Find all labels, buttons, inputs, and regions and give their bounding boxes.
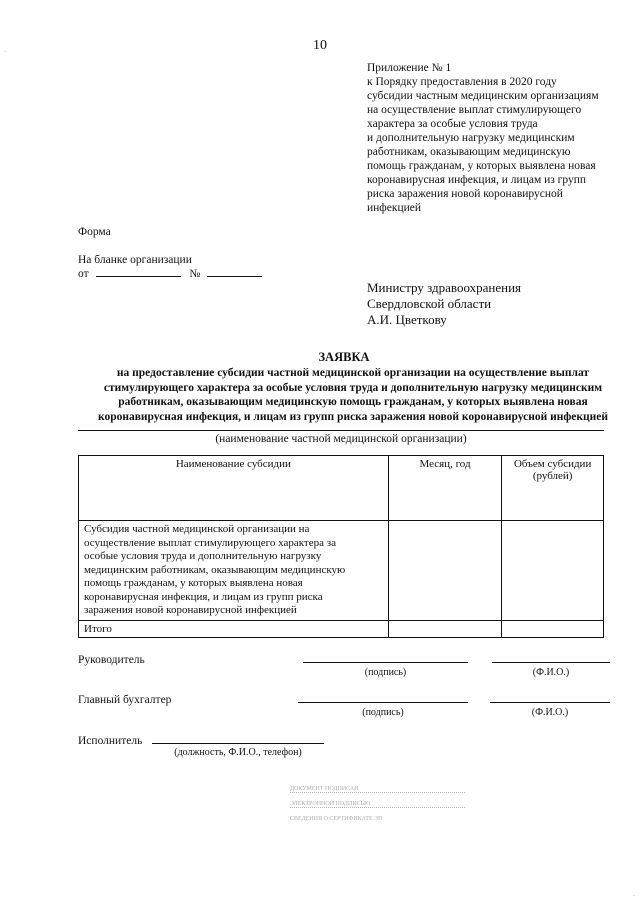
table-total-row — [79, 620, 604, 637]
subtitle-line: на предоставление субсидии частной медицинской организации на осуществление выплат — [116, 367, 590, 379]
executor-line — [152, 743, 324, 744]
appendix-line: к Порядку предоставления в 2020 году — [367, 76, 557, 88]
row-text-line: коронавирусная инфекция, и лицам из групп риска — [84, 590, 323, 603]
total-amount-cell — [502, 620, 604, 637]
stamp-text: ЭЛЕКТРОННОЙ ПОДПИСЬЮ — [290, 801, 371, 807]
accountant-name-caption: (Ф.И.О.) — [531, 707, 569, 718]
letterhead-note: На бланке организации — [78, 254, 192, 266]
header-subsidy-amount: Объем субсидии (рублей) — [502, 456, 604, 521]
addressee-line: А.И. Цветкову — [367, 312, 447, 327]
number-label: № — [189, 268, 201, 280]
accountant-label: Главный бухгалтер — [78, 694, 172, 706]
appendix-line: коронавирусная инфекция, и лицам из групп — [367, 174, 587, 186]
stamp-text: СВЕДЕНИЯ О СЕРТИФИКАТЕ ЭП — [290, 816, 383, 822]
subtitle-line: коронавирусная инфекция, и лицам из групп риска заражения новой коронавирусной инфекцией — [97, 410, 609, 423]
appendix-block — [367, 61, 617, 215]
table-row — [79, 521, 604, 621]
appendix-line: риска заражения новой коронавирусной — [367, 188, 563, 200]
org-name-line — [78, 430, 604, 431]
addressee-line: Министру здравоохранения — [367, 280, 522, 295]
table-header-row — [79, 456, 604, 521]
form-label: Форма — [78, 226, 111, 238]
accountant-signature-caption: (подпись) — [362, 707, 404, 718]
letterhead-from-row — [78, 268, 262, 280]
amount-cell — [502, 521, 604, 621]
scan-mark: · — [4, 48, 7, 56]
appendix-line: и дополнительную нагрузку медицинским — [367, 132, 575, 144]
row-text-line: Субсидия частной медицинской организации на — [84, 523, 310, 535]
accountant-signature-line — [298, 702, 468, 703]
stamp-line — [290, 792, 465, 793]
stamp-text: ДОКУМЕНТ ПОДПИСАН — [290, 786, 359, 792]
head-signature-caption: (подпись) — [364, 667, 407, 678]
header-subsidy-name: Наименование субсидии — [79, 456, 389, 521]
appendix-line: помощь гражданам, у которых выявлена новая — [367, 160, 596, 172]
scan-mark: · — [633, 892, 636, 900]
head-signature-line — [303, 662, 468, 663]
executor-caption: (должность, Ф.И.О., телефон) — [174, 747, 302, 758]
appendix-line: субсидии частным медицинским организациям — [367, 90, 599, 102]
total-month-cell — [388, 620, 502, 637]
row-text-line: особые условия труда и дополнительную нагрузку — [84, 550, 322, 562]
document-title: ЗАЯВКА — [318, 350, 370, 364]
subsidy-name-cell — [79, 521, 389, 621]
executor-label: Исполнитель — [78, 735, 143, 747]
total-label-cell: Итого — [79, 620, 389, 637]
date-blank — [96, 276, 181, 277]
appendix-line: на осуществление выплат стимулирующего — [367, 104, 582, 116]
from-label: от — [78, 268, 89, 280]
number-blank — [207, 276, 262, 277]
month-year-cell — [388, 521, 502, 621]
addressee-block — [367, 280, 521, 328]
appendix-title: Приложение № 1 — [367, 62, 452, 74]
subtitle-line: стимулирующего характера за особые условия труда и дополнительную нагрузку медицинским — [103, 381, 603, 394]
row-text-line: заражения новой коронавирусной инфекцией — [84, 604, 297, 616]
stamp-line — [290, 807, 465, 808]
subtitle-line: работникам, оказывающим медицинскую помощь гражданам, у которых выявлена новая — [118, 396, 588, 408]
accountant-name-line — [490, 702, 610, 703]
document-subtitle — [78, 366, 628, 424]
subsidy-table — [78, 455, 604, 638]
row-text-line: помощь гражданам, у которых выявлена новая — [84, 577, 303, 589]
page-number: 10 — [313, 38, 327, 53]
row-text-line: осуществление выплат стимулирующего характера за — [84, 536, 336, 549]
head-name-line — [492, 662, 610, 663]
appendix-line: работникам, оказывающим медицинскую — [367, 146, 571, 158]
addressee-line: Свердловской области — [367, 296, 492, 311]
faint-stamp — [290, 786, 465, 822]
header-month-year: Месяц, год — [388, 456, 502, 521]
appendix-line: инфекцией — [367, 202, 422, 214]
appendix-line: характера за особые условия труда — [367, 118, 538, 130]
org-name-caption: (наименование частной медицинской организации) — [215, 433, 467, 445]
head-name-caption: (Ф.И.О.) — [532, 667, 570, 678]
row-text-line: медицинским работникам, оказывающим медицинскую — [84, 563, 346, 576]
head-label: Руководитель — [78, 654, 145, 666]
